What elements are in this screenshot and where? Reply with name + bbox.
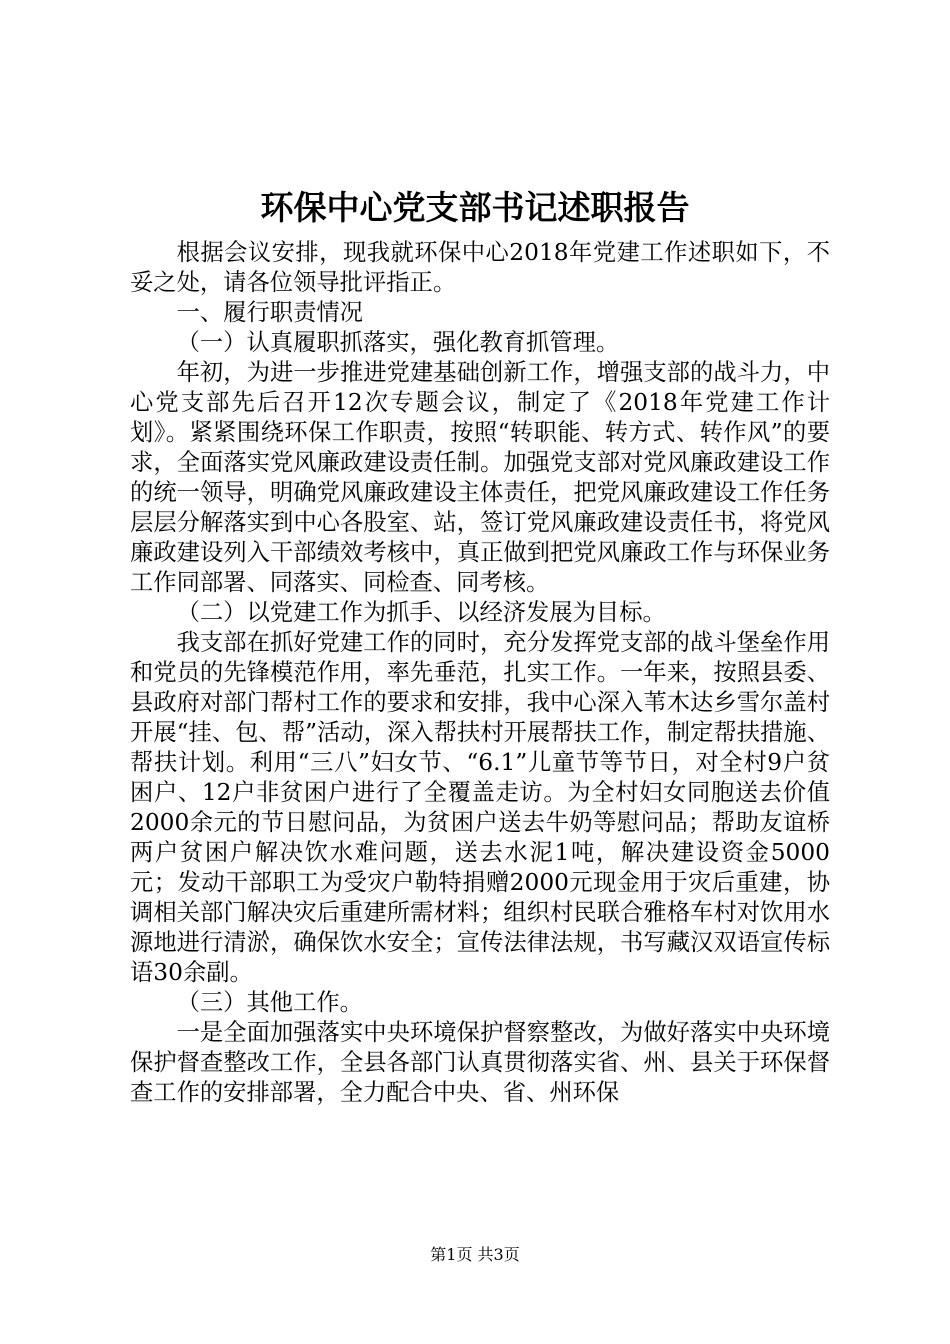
subsection-heading-2: （二）以党建工作为抓手、以经济发展为目标。 <box>176 599 666 626</box>
paragraph-environmental-inspection: 一是全面加强落实中央环境保护督察整改，为做好落实中央环境保护督查整改工作，全县各部门认真贯彻落实省、州、县关于环保督查工作的安排部署，全力配合中央、省、州环保 <box>130 1019 830 1106</box>
page-footer: 第1页 共3页 <box>430 1245 520 1264</box>
paragraph-party-building: 年初，为进一步推进党建基础创新工作，增强支部的战斗力，中心党支部先后召开12次专题会议，制定了《2018年党建工作计划》。紧紧围绕环保工作职责，按照“转职能、转方式、转作风”的要求，全面落实党风廉政建设责任制。加强党支部对党风廉政建设工作的统一领导，明确党风廉政建设主体责任，把党风廉政建设工作任务层层分解落实到中心各股室、站，签订党风廉政建设责任书，将党风廉政建设列入干部绩效考核中，真正做到把党风廉政工作与环保业务工作同部署、同落实、同检查、同考核。 <box>130 359 830 596</box>
document-body <box>130 238 830 1108</box>
subsection-heading-1: （一）认真履职抓落实，强化教育抓管理。 <box>176 329 620 356</box>
paragraph-poverty-assistance: 我支部在抓好党建工作的同时，充分发挥党支部的战斗堡垒作用和党员的先锋模范作用，率先垂范，扎实工作。一年来，按照县委、县政府对部门帮村工作的要求和安排，我中心深入苇木达乡雪尔盖村开展“挂、包、帮”活动，深入帮扶村开展帮扶工作，制定帮扶措施、帮扶计划。利用“三八”妇女节、“6.1”儿童节等节日，对全村9户贫困户、12户非贫困户进行了全覆盖走访。为全村妇女同胞送去价值2000余元的节日慰问品，为贫困户送去牛奶等慰问品；帮助友谊桥两户贫困户解决饮水难问题，送去水泥1吨，解决建设资金5000元；发动干部职工为受灾户勒特捐赠2000元现金用于灾后重建，协调相关部门解决灾后重建所需材料；组织村民联合雅格车村对饮用水源地进行清淤，确保饮水安全；宣传法律法规，书写藏汉双语宣传标语30余副。 <box>130 629 830 986</box>
section-heading-duties: 一、履行职责情况 <box>176 299 363 326</box>
document-title: 环保中心党支部书记述职报告 <box>260 188 690 227</box>
subsection-heading-3: （三）其他工作。 <box>176 989 363 1016</box>
paragraph-intro: 根据会议安排，现我就环保中心2018年党建工作述职如下，不妥之处，请各位领导批评指正。 <box>130 239 830 296</box>
